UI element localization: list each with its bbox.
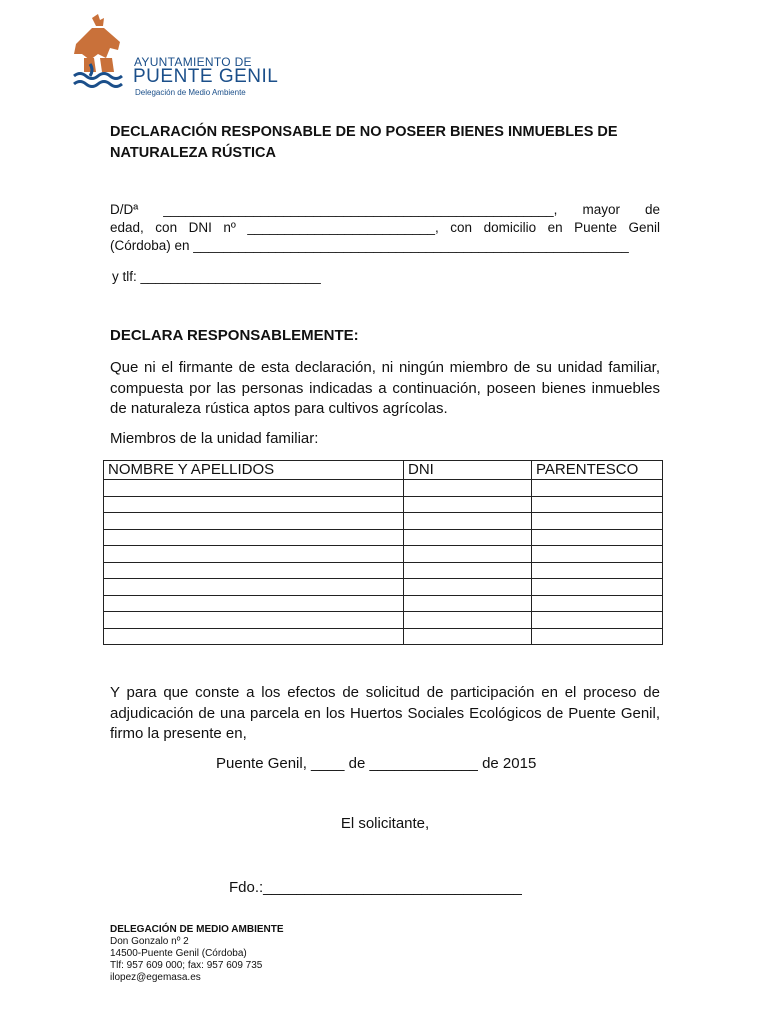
- table-row: [104, 612, 663, 629]
- table-row: [104, 546, 663, 563]
- name-cell[interactable]: [104, 546, 404, 563]
- table-row: [104, 480, 663, 497]
- table-row: [104, 513, 663, 530]
- dni-cell[interactable]: [404, 562, 532, 579]
- parentesco-cell[interactable]: [532, 562, 663, 579]
- footer-phone: Tlf: 957 609 000; fax: 957 609 735: [110, 960, 263, 971]
- logo-text-delegacion: Delegación de Medio Ambiente: [135, 88, 246, 97]
- table-row: [104, 496, 663, 513]
- declarant-line-address: (Córdoba) en __________________________________________________________: [110, 238, 629, 253]
- table-header-row: [104, 461, 663, 480]
- family-members-table: [103, 460, 663, 645]
- table-row: [104, 579, 663, 596]
- name-cell[interactable]: [104, 480, 404, 497]
- name-cell[interactable]: [104, 595, 404, 612]
- date-line: Puente Genil, ____ de _____________ de 2015: [216, 755, 537, 772]
- members-label: Miembros de la unidad familiar:: [110, 430, 319, 447]
- parentesco-cell[interactable]: [532, 612, 663, 629]
- dni-cell[interactable]: [404, 480, 532, 497]
- table-row: [104, 529, 663, 546]
- declara-heading: DECLARA RESPONSABLEMENTE:: [110, 327, 359, 344]
- table-row: [104, 628, 663, 645]
- logo-text-ayuntamiento: AYUNTAMIENTO DE: [134, 55, 252, 69]
- name-cell[interactable]: [104, 496, 404, 513]
- dni-cell[interactable]: [404, 529, 532, 546]
- closing-text: Y para que conste a los efectos de solicitud de participación en el proceso de adjudicación de una parcela en los Huertos Sociales Ecológicos de Puente Genil, firmo la presente en,: [110, 684, 660, 742]
- footer-address-street: Don Gonzalo nº 2: [110, 936, 189, 947]
- column-header-name: NOMBRE Y APELLIDOS: [104, 461, 404, 480]
- parentesco-cell[interactable]: [532, 496, 663, 513]
- table-row: [104, 562, 663, 579]
- declarant-line-name: D/Dª ____________________________________________________, mayor de: [110, 202, 660, 217]
- column-header-dni: DNI: [404, 461, 532, 480]
- declarant-line-dni: edad, con DNI nº _________________________, con domicilio en Puente Genil: [110, 220, 660, 235]
- parentesco-cell[interactable]: [532, 529, 663, 546]
- declara-text: Que ni el firmante de esta declaración, ni ningún miembro de su unidad familiar, compuesta por las personas indicadas a continuación, poseen bienes inmuebles de naturaleza rústica aptos para cultivos agrícolas.: [110, 359, 660, 417]
- dni-cell[interactable]: [404, 595, 532, 612]
- declarant-details: [110, 201, 660, 255]
- name-cell[interactable]: [104, 579, 404, 596]
- footer-address-city: 14500-Puente Genil (Córdoba): [110, 948, 247, 959]
- footer-heading: DELEGACIÓN DE MEDIO AMBIENTE: [110, 924, 284, 935]
- dni-cell[interactable]: [404, 612, 532, 629]
- footer-email: ilopez@egemasa.es: [110, 972, 201, 983]
- parentesco-cell[interactable]: [532, 579, 663, 596]
- parentesco-cell[interactable]: [532, 628, 663, 645]
- applicant-label: El solicitante,: [340, 815, 430, 832]
- dni-cell[interactable]: [404, 513, 532, 530]
- dni-cell[interactable]: [404, 628, 532, 645]
- name-cell[interactable]: [104, 612, 404, 629]
- dni-cell[interactable]: [404, 546, 532, 563]
- dni-cell[interactable]: [404, 496, 532, 513]
- column-header-parentesco: PARENTESCO: [532, 461, 663, 480]
- signature-line: Fdo.:_______________________________: [229, 879, 522, 896]
- parentesco-cell[interactable]: [532, 513, 663, 530]
- table-row: [104, 595, 663, 612]
- logo-text-puente-genil: PUENTE GENIL: [133, 66, 279, 87]
- declarant-phone-line: y tlf: ________________________: [112, 269, 321, 284]
- parentesco-cell[interactable]: [532, 546, 663, 563]
- name-cell[interactable]: [104, 562, 404, 579]
- dni-cell[interactable]: [404, 579, 532, 596]
- parentesco-cell[interactable]: [532, 480, 663, 497]
- parentesco-cell[interactable]: [532, 595, 663, 612]
- name-cell[interactable]: [104, 513, 404, 530]
- name-cell[interactable]: [104, 529, 404, 546]
- name-cell[interactable]: [104, 628, 404, 645]
- footer-contact: [110, 924, 284, 984]
- document-title: DECLARACIÓN RESPONSABLE DE NO POSEER BIENES INMUEBLES DE NATURALEZA RÚSTICA: [110, 124, 618, 161]
